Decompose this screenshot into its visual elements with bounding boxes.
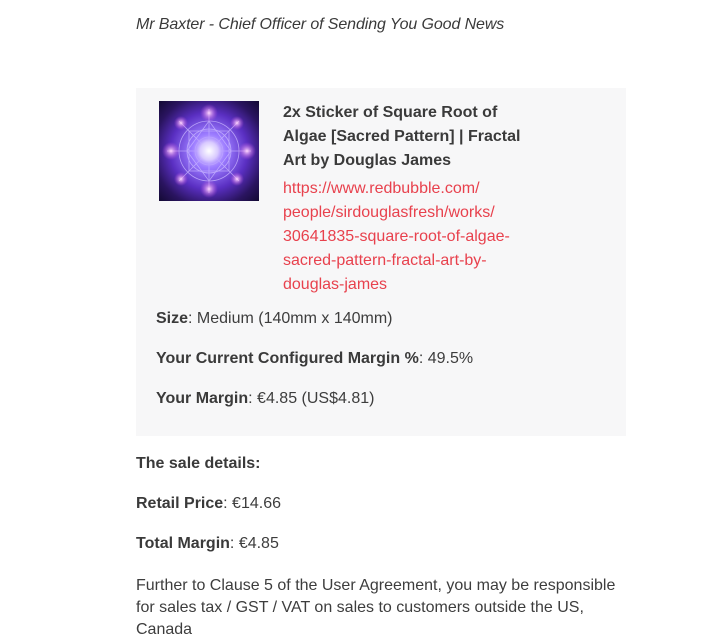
retail-price-detail (136, 495, 281, 513)
retail-price-value: : €14.66 (223, 495, 281, 512)
total-margin-label: Total Margin (136, 535, 230, 552)
configured-margin-detail (156, 349, 473, 369)
sale-details-heading: The sale details: (136, 455, 261, 472)
product-link-line: https://www.redbubble.com/ (283, 180, 480, 197)
size-label: Size (156, 310, 189, 327)
product-card (136, 88, 626, 436)
margin-value: : €4.85 (US$4.81) (248, 390, 375, 407)
email-signature: Mr Baxter - Chief Officer of Sending You Good News (136, 16, 505, 33)
product-link-line: sacred-pattern-fractal-art-by- (283, 252, 487, 269)
size-detail (156, 309, 393, 329)
product-link-line: people/sirdouglasfresh/works/ (283, 204, 495, 221)
fractal-sticker-image[interactable] (159, 101, 259, 201)
product-link[interactable] (283, 177, 533, 297)
total-margin-detail (136, 535, 279, 553)
product-link-line: 30641835-square-root-of-algae- (283, 228, 510, 245)
margin-label: Your Margin (156, 390, 249, 407)
product-title: 2x Sticker of Square Root of Algae [Sacred Pattern] | Fractal Art by Douglas James (283, 104, 521, 169)
configured-margin-value: : 49.5% (418, 350, 474, 367)
margin-detail (156, 389, 374, 409)
tax-clause-paragraph: Further to Clause 5 of the User Agreement, you may be responsible for sales tax / GST / VAT on sales to customers outside the US, Canada (136, 577, 616, 638)
total-margin-value: : €4.85 (229, 535, 279, 552)
product-link-line: douglas-james (283, 276, 388, 293)
retail-price-label: Retail Price (136, 495, 224, 512)
configured-margin-label: Your Current Configured Margin % (156, 350, 419, 367)
fractal-artwork-graphic (159, 101, 259, 201)
size-value: : Medium (140mm x 140mm) (188, 310, 393, 327)
